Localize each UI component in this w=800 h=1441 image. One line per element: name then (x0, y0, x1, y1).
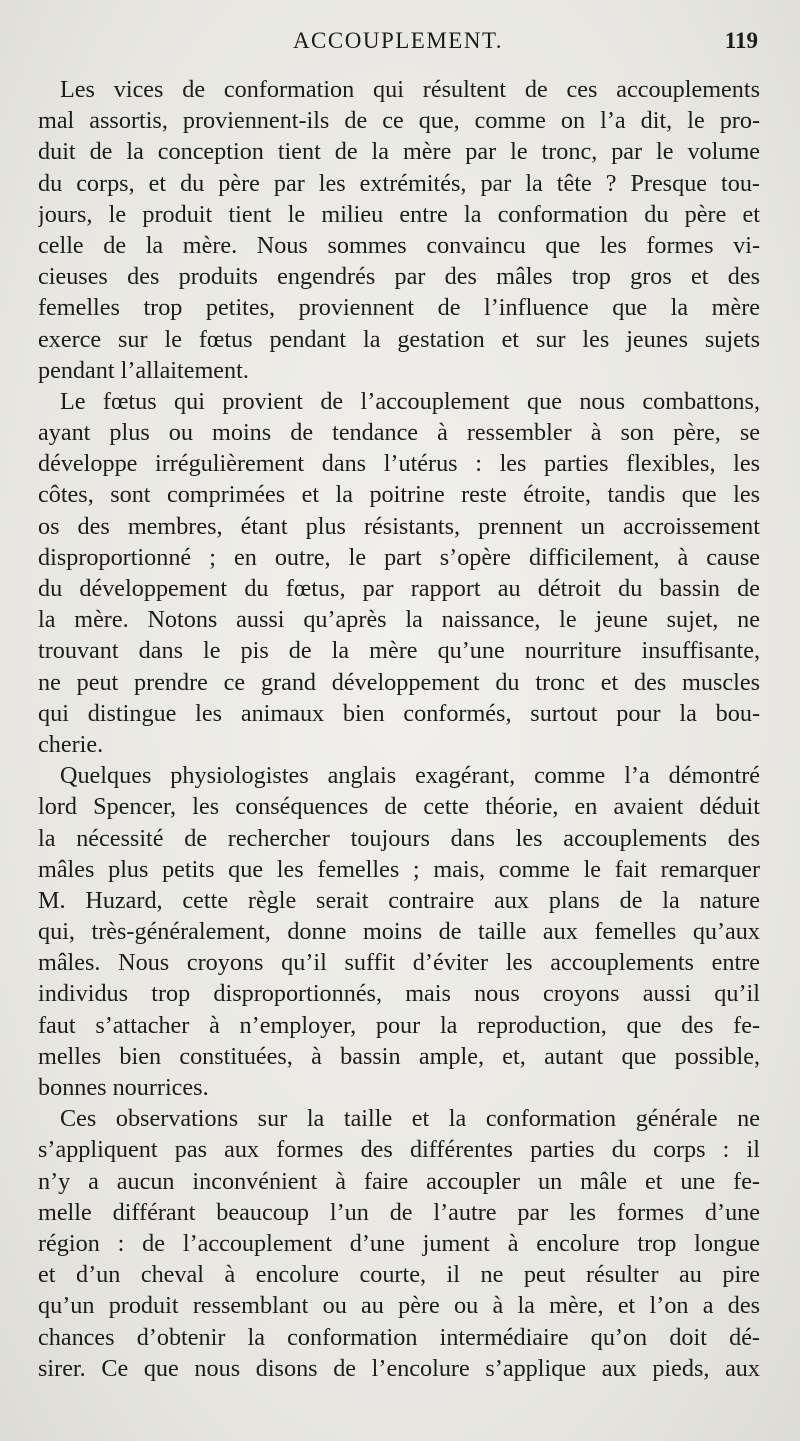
text-line: lord Spencer, les conséquences de cette théorie, en avaient déduit (38, 793, 760, 821)
text-line: développe irrégulièrement dans l’utérus : les parties flexibles, les (38, 450, 760, 478)
text-line: qu’un produit ressemblant ou au père ou à la mère, et l’on a des (38, 1292, 760, 1320)
text-line: celle de la mère. Nous sommes convaincu que les formes vi- (38, 231, 760, 259)
text-line: faut s’attacher à n’employer, pour la reproduction, que des fe- (38, 1011, 760, 1039)
text-line: disproportionné ; en outre, le part s’opère difficilement, à cause (38, 543, 760, 571)
text-line: n’y a aucun inconvénient à faire accoupler un mâle et une fe- (38, 1167, 760, 1195)
text-line: côtes, sont comprimées et la poitrine reste étroite, tandis que les (38, 481, 760, 509)
text-line: duit de la conception tient de la mère par le tronc, par le volume (38, 138, 760, 166)
text-line: jours, le produit tient le milieu entre la conformation du père et (38, 200, 760, 228)
text-line: melles bien constituées, à bassin ample, et, autant que possible, (38, 1042, 760, 1070)
text-line: melle différant beaucoup l’un de l’autre par les formes d’une (38, 1198, 760, 1226)
text-line: région : de l’accouplement d’une jument à encolure trop longue (38, 1229, 760, 1257)
text-line: individus trop disproportionnés, mais nous croyons aussi qu’il (38, 980, 760, 1008)
text-line: sirer. Ce que nous disons de l’encolure s’applique aux pieds, aux (38, 1354, 760, 1382)
text-line: pendant l’allaitement. (38, 356, 249, 384)
running-head (38, 28, 758, 64)
text-line: cieuses des produits engendrés par des mâles trop gros et des (38, 263, 760, 291)
page-number: 119 (724, 28, 758, 53)
text-line: chances d’obtenir la conformation intermédiaire qu’on doit dé- (38, 1323, 760, 1351)
text-line: os des membres, étant plus résistants, prennent un accroissement (38, 512, 760, 540)
text-line: ne peut prendre ce grand développement du tronc et des muscles (38, 668, 760, 696)
text-line: femelles trop petites, proviennent de l’influence que la mère (38, 294, 760, 322)
running-title: ACCOUPLEMENT. (292, 28, 504, 53)
text-line: la mère. Notons aussi qu’après la naissance, le jeune sujet, ne (38, 606, 760, 634)
text-line: mal assortis, proviennent-ils de ce que, comme on l’a dit, le pro- (38, 107, 760, 135)
text-line: cherie. (38, 730, 104, 758)
text-line: M. Huzard, cette règle serait contraire aux plans de la nature (38, 886, 760, 914)
text-line: du corps, et du père par les extrémités, par la tête ? Presque tou- (38, 169, 760, 197)
body-text (38, 74, 760, 1384)
text-line: ayant plus ou moins de tendance à ressembler à son père, se (38, 419, 760, 447)
paragraph (38, 1103, 760, 1384)
text-line: bonnes nourrices. (38, 1074, 209, 1101)
text-line: Les vices de conformation qui résultent de ces accouplements (60, 76, 760, 103)
text-line: et d’un cheval à encolure courte, il ne peut résulter au pire (38, 1261, 760, 1289)
text-line: exerce sur le fœtus pendant la gestation et sur les jeunes sujets (38, 325, 760, 353)
paragraph (38, 386, 760, 760)
text-line: du développement du fœtus, par rapport au détroit du bassin de (38, 575, 760, 602)
text-line: mâles. Nous croyons qu’il suffit d’éviter les accouplements entre (38, 949, 760, 977)
text-line: la nécessité de rechercher toujours dans les accouplements des (38, 824, 760, 852)
text-line: s’appliquent pas aux formes des différentes parties du corps : il (38, 1136, 760, 1164)
text-line: Le fœtus qui provient de l’accouplement que nous combattons, (60, 387, 760, 415)
paragraph (38, 760, 760, 1103)
text-line: Ces observations sur la taille et la conformation générale ne (60, 1105, 760, 1133)
text-line: mâles plus petits que les femelles ; mais, comme le fait remarquer (38, 855, 760, 883)
text-line: trouvant dans le pis de la mère qu’une nourriture insuffisante, (38, 637, 760, 665)
text-line: qui distingue les animaux bien conformés, surtout pour la bou- (38, 699, 760, 727)
text-line: qui, très-généralement, donne moins de taille aux femelles qu’aux (38, 918, 760, 946)
text-line: Quelques physiologistes anglais exagérant, comme l’a démontré (60, 762, 760, 790)
paragraph (38, 74, 760, 386)
